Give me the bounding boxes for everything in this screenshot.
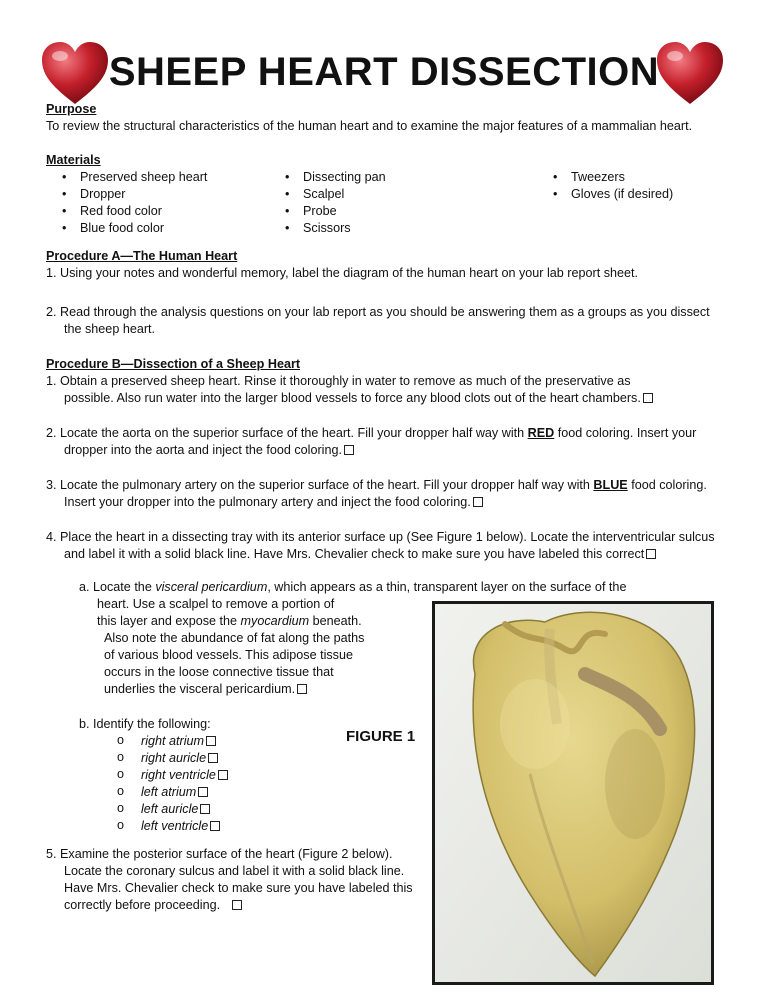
identify-item xyxy=(115,767,228,784)
identify-item xyxy=(115,750,228,767)
step-text: beneath. xyxy=(309,614,362,628)
step-text: and label it with a solid black line. Have Mrs. Chevalier check to make sure you have labeled this correct xyxy=(64,547,645,561)
procedure-b-step-5-line-2: Locate the coronary sulcus and label it with a solid black line. xyxy=(64,864,405,878)
step-4a-line-3 xyxy=(97,613,362,630)
page-title: SHEEP HEART DISSECTION xyxy=(108,50,660,94)
procedure-b-step-2-line-1 xyxy=(46,425,696,442)
procedure-b-step-3-line-1 xyxy=(46,477,707,494)
material-item: • Tweezers xyxy=(543,169,673,186)
checkbox[interactable] xyxy=(643,393,653,403)
checkbox[interactable] xyxy=(210,821,220,831)
procedure-b-step-4-line-1: 4. Place the heart in a dissecting tray with its anterior surface up (See Figure 1 below). Locate the interventricular sulcus xyxy=(46,530,715,544)
material-item: • Probe xyxy=(275,203,386,220)
step-4a-line-2: heart. Use a scalpel to remove a portion of xyxy=(97,597,335,611)
checkbox[interactable] xyxy=(200,804,210,814)
procedure-b-step-1-line-2 xyxy=(64,390,653,407)
material-item: • Preserved sheep heart xyxy=(52,169,207,186)
identify-item xyxy=(115,801,228,818)
purpose-heading: Purpose xyxy=(46,102,97,116)
procedure-b-step-4-line-2 xyxy=(64,546,656,563)
step-4a-line-6: occurs in the loose connective tissue that xyxy=(104,665,334,679)
step-text: underlies the visceral pericardium. xyxy=(104,682,296,696)
procedure-b-step-5-line-4 xyxy=(64,897,242,914)
identify-item-label: left ventricle xyxy=(141,819,209,833)
procedure-a-step-2-line-1: 2. Read through the analysis questions on your lab report as you should be answering them as a groups as you dissect xyxy=(46,305,710,319)
figure-1-photo xyxy=(432,601,714,985)
checkbox[interactable] xyxy=(646,549,656,559)
procedure-a-step-2-line-2: the sheep heart. xyxy=(64,322,156,336)
red-emphasis: RED xyxy=(527,426,555,440)
material-item: • Dropper xyxy=(52,186,207,203)
step-text: correctly before proceeding. xyxy=(64,898,221,912)
procedure-b-heading: Procedure B—Dissection of a Sheep Heart xyxy=(46,357,301,371)
checkbox[interactable] xyxy=(206,736,216,746)
step-4a-line-4: Also note the abundance of fat along the paths xyxy=(104,631,365,645)
step-4b-heading: b. Identify the following: xyxy=(79,717,211,731)
step-text: Insert your dropper into the pulmonary artery and inject the food coloring. xyxy=(64,495,471,509)
term-visceral-pericardium: visceral pericardium xyxy=(155,580,268,594)
term-myocardium: myocardium xyxy=(240,614,310,628)
materials-list-col2 xyxy=(275,169,386,237)
step-text: food coloring. Insert your xyxy=(554,426,697,440)
procedure-b-step-2-line-2 xyxy=(64,442,354,459)
procedure-b-step-1-line-1: 1. Obtain a preserved sheep heart. Rinse it thoroughly in water to remove as much of the preservative as xyxy=(46,374,631,388)
material-item: • Scissors xyxy=(275,220,386,237)
material-item: • Gloves (if desired) xyxy=(543,186,673,203)
checkbox[interactable] xyxy=(344,445,354,455)
step-text: this layer and expose the xyxy=(97,614,241,628)
step-text: food coloring. xyxy=(627,478,707,492)
identify-item-label: right ventricle xyxy=(141,768,216,782)
identify-item-label: left atrium xyxy=(141,785,197,799)
checkbox[interactable] xyxy=(208,753,218,763)
identify-item-label: left auricle xyxy=(141,802,199,816)
procedure-a-heading: Procedure A—The Human Heart xyxy=(46,249,238,263)
figure-1-label: FIGURE 1 xyxy=(346,728,416,745)
step-text: 3. Locate the pulmonary artery on the superior surface of the heart. Fill your dropper half way with xyxy=(46,478,594,492)
step-4a-line-1 xyxy=(79,579,626,596)
step-text: dropper into the aorta and inject the food coloring. xyxy=(64,443,342,457)
material-item: • Scalpel xyxy=(275,186,386,203)
blue-emphasis: BLUE xyxy=(593,478,628,492)
materials-list-col3 xyxy=(543,169,673,203)
identify-item-label: right auricle xyxy=(141,751,207,765)
step-4a-line-7 xyxy=(104,681,307,698)
identify-item xyxy=(115,784,228,801)
step-text: possible. Also run water into the larger blood vessels to force any blood clots out of the heart chambers. xyxy=(64,391,641,405)
purpose-text: To review the structural characteristics of the human heart and to examine the major features of a mammalian heart. xyxy=(46,119,693,133)
checkbox[interactable] xyxy=(218,770,228,780)
material-item: • Dissecting pan xyxy=(275,169,386,186)
step-text: 2. Locate the aorta on the superior surface of the heart. Fill your dropper half way with xyxy=(46,426,528,440)
checkbox[interactable] xyxy=(198,787,208,797)
procedure-b-step-5-line-3: Have Mrs. Chevalier check to make sure you have labeled this xyxy=(64,881,413,895)
materials-heading: Materials xyxy=(46,153,101,167)
identify-item-label: right atrium xyxy=(141,734,204,748)
procedure-b-step-5-line-1: 5. Examine the posterior surface of the heart (Figure 2 below). xyxy=(46,847,393,861)
checkbox[interactable] xyxy=(232,900,242,910)
procedure-b-step-3-line-2 xyxy=(64,494,483,511)
procedure-a-step-1: 1. Using your notes and wonderful memory, label the diagram of the human heart on your lab report sheet. xyxy=(46,266,639,280)
material-item: • Red food color xyxy=(52,203,207,220)
checkbox[interactable] xyxy=(297,684,307,694)
step-text: , which appears as a thin, transparent layer on the surface of the xyxy=(267,580,627,594)
sheep-heart-illustration xyxy=(435,604,711,982)
checkbox[interactable] xyxy=(473,497,483,507)
step-text: a. Locate the xyxy=(79,580,156,594)
materials-list-col1 xyxy=(52,169,207,237)
identify-item xyxy=(115,818,228,835)
identify-list xyxy=(115,733,228,835)
identify-item xyxy=(115,733,228,750)
material-item: • Blue food color xyxy=(52,220,207,237)
step-4a-line-5: of various blood vessels. This adipose tissue xyxy=(104,648,353,662)
